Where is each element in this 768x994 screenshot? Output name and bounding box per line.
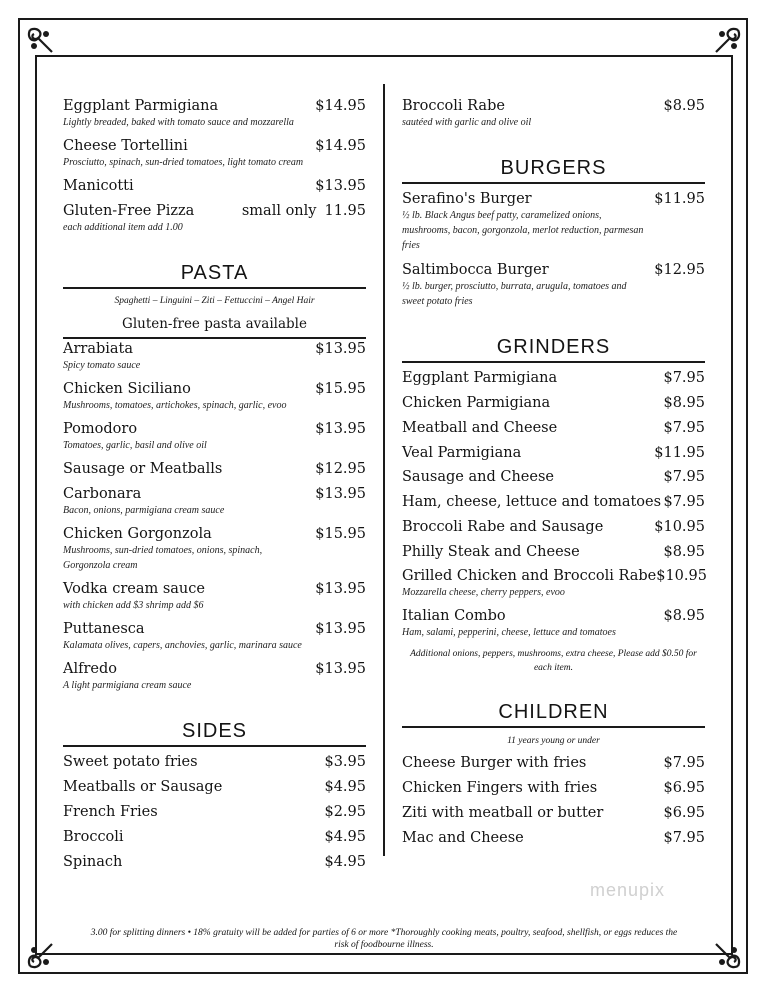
item-description: ½ lb. burger, prosciutto, burrata, arugula, tomatoes and [402, 281, 627, 292]
item-name: Sweet potato fries [63, 754, 198, 770]
item-name: Broccoli [63, 829, 124, 845]
item-name: Ham, cheese, lettuce and tomatoes [402, 494, 662, 510]
item-description: sautéed with garlic and olive oil [402, 117, 532, 128]
item-name: Pomodoro [63, 421, 138, 437]
item-name: Meatballs or Sausage [63, 779, 223, 795]
item-price: $2.95 [324, 804, 366, 820]
item-name: Ziti with meatball or butter [402, 805, 604, 821]
item-name: French Fries [63, 804, 158, 820]
section-heading-grinders: GRINDERS [496, 336, 611, 358]
menu-item [63, 753, 366, 771]
item-price: $8.95 [663, 98, 705, 114]
item-description: Bacon, onions, parmigiana cream sauce [63, 505, 225, 516]
item-price: $13.95 [315, 341, 366, 357]
item-name: Eggplant Parmigiana [402, 370, 558, 386]
item-name: Meatball and Cheese [402, 420, 558, 436]
item-price: $12.95 [654, 262, 705, 278]
menu-item [402, 369, 705, 387]
grinders-note [402, 647, 705, 675]
column-divider [383, 84, 385, 856]
item-price: $3.95 [324, 754, 366, 770]
item-price: $15.95 [315, 381, 366, 397]
menu-item [402, 394, 705, 412]
item-price: $8.95 [663, 395, 705, 411]
menu-item [63, 420, 366, 453]
menu-item [63, 485, 366, 518]
menu-item [63, 460, 366, 478]
item-description: Mozzarella cheese, cherry peppers, evoo [402, 587, 565, 598]
item-name: Broccoli Rabe [402, 98, 505, 114]
item-price: $10.95 [656, 568, 707, 584]
item-price: $13.95 [315, 621, 366, 637]
section-heading-children: CHILDREN [498, 701, 609, 723]
item-description: each additional item add 1.00 [63, 222, 183, 233]
item-name: Mac and Cheese [402, 830, 524, 846]
item-price: $6.95 [663, 805, 705, 821]
item-price: $14.95 [315, 98, 366, 114]
menu-item [402, 607, 705, 640]
item-price: $4.95 [324, 829, 366, 845]
item-description: Gorgonzola cream [63, 560, 138, 571]
corner-ornament-icon [24, 24, 58, 58]
item-name: Chicken Gorgonzola [63, 526, 212, 542]
menu-item [63, 853, 366, 871]
menu-item [402, 543, 705, 561]
item-name: Chicken Parmigiana [402, 395, 551, 411]
item-name: Manicotti [63, 178, 134, 194]
item-price: $7.95 [663, 755, 705, 771]
item-price: $14.95 [315, 138, 366, 154]
section-heading-sides: SIDES [181, 720, 248, 742]
item-description: Mushrooms, tomatoes, artichokes, spinach, garlic, evoo [63, 400, 287, 411]
item-description: A light parmigiana cream sauce [63, 680, 192, 691]
item-price: $7.95 [663, 494, 705, 510]
item-name: Puttanesca [63, 621, 145, 637]
menu-item [63, 803, 366, 821]
item-price: $7.95 [663, 370, 705, 386]
item-size-note: small only [241, 203, 317, 219]
menu-item [402, 444, 705, 462]
item-name: Italian Combo [402, 608, 506, 624]
item-price: $12.95 [315, 461, 366, 477]
section-heading-pasta: PASTA [180, 262, 249, 284]
item-description: mushrooms, bacon, gorgonzola, merlot reduction, parmesan [402, 225, 644, 236]
menu-item [402, 754, 705, 772]
menu-item [402, 190, 705, 253]
menu-item [63, 660, 366, 693]
menu-item [63, 202, 366, 235]
corner-ornament-icon [710, 24, 744, 58]
footer-line: risk of foodbourne illness. [334, 940, 434, 950]
item-description: Spicy tomato sauce [63, 360, 141, 371]
item-price: $11.95 [654, 191, 705, 207]
section-rule [63, 337, 366, 339]
menu-item [63, 97, 366, 130]
item-description: Mushrooms, sun-dried tomatoes, onions, spinach, [63, 545, 263, 556]
menu-item [402, 493, 705, 511]
item-name: Chicken Siciliano [63, 381, 191, 397]
item-description: Tomatoes, garlic, basil and olive oil [63, 440, 207, 451]
item-name: Gluten-Free Pizza [63, 203, 195, 219]
item-name: Chicken Fingers with fries [402, 780, 598, 796]
item-price: $6.95 [663, 780, 705, 796]
menu-item [63, 580, 366, 613]
item-name: Philly Steak and Cheese [402, 544, 580, 560]
section-rule [63, 287, 366, 289]
item-name: Grilled Chicken and Broccoli Rabe [402, 568, 657, 584]
children-age-note: 11 years young or under [507, 736, 600, 746]
menu-item [402, 419, 705, 437]
item-price: $13.95 [315, 581, 366, 597]
item-price: $10.95 [654, 519, 705, 535]
section-rule [63, 745, 366, 747]
item-description: Prosciutto, spinach, sun-dried tomatoes, light tomato cream [63, 157, 304, 168]
section-rule [402, 182, 705, 184]
item-name: Vodka cream sauce [63, 581, 205, 597]
item-price: $4.95 [324, 779, 366, 795]
menu-item [63, 380, 366, 413]
menu-item [63, 778, 366, 796]
item-name: Saltimbocca Burger [402, 262, 549, 278]
item-price: $8.95 [663, 608, 705, 624]
menu-item [63, 137, 366, 170]
menu-item [63, 525, 366, 573]
menu-item [402, 804, 705, 822]
item-price: $13.95 [315, 421, 366, 437]
section-rule [402, 726, 705, 728]
menu-item [402, 261, 705, 309]
item-name: Sausage and Cheese [402, 469, 554, 485]
item-name: Carbonara [63, 486, 142, 502]
gluten-free-note: Gluten-free pasta available [122, 316, 307, 332]
item-name: Sausage or Meatballs [63, 461, 223, 477]
section-rule [402, 361, 705, 363]
item-price: 11.95 [324, 203, 366, 219]
item-name: Serafino's Burger [402, 191, 532, 207]
menu-item [63, 828, 366, 846]
item-price: $13.95 [315, 486, 366, 502]
item-description: Ham, salami, pepperini, cheese, lettuce and tomatoes [402, 627, 616, 638]
watermark-logo: menupix [589, 880, 665, 900]
item-name: Eggplant Parmigiana [63, 98, 219, 114]
item-name: Cheese Burger with fries [402, 755, 587, 771]
item-name: Arrabiata [63, 341, 134, 357]
grinders-note-line: Additional onions, peppers, mushrooms, extra cheese, Please add $0.50 for [410, 649, 697, 659]
corner-ornament-icon [24, 938, 58, 972]
item-price: $11.95 [654, 445, 705, 461]
corner-ornament-icon [710, 938, 744, 972]
footer-line: 3.00 for splitting dinners • 18% gratuity will be added for parties of 6 or more *Thoroughly cooking meats, poultry, seafood, shellfish, or eggs reduces the [90, 928, 678, 938]
item-description: ½ lb. Black Angus beef patty, caramelized onions, [402, 210, 602, 221]
item-description: sweet potato fries [402, 296, 473, 307]
item-name: Alfredo [63, 661, 117, 677]
menu-item [402, 829, 705, 847]
item-price: $13.95 [315, 178, 366, 194]
grinders-note-line: each item. [533, 663, 574, 673]
item-name: Spinach [63, 854, 123, 870]
item-name: Veal Parmigiana [402, 445, 522, 461]
menu-item [402, 97, 705, 130]
item-description: fries [402, 240, 420, 251]
item-description: with chicken add $3 shrimp add $6 [63, 600, 204, 611]
menu-item [63, 620, 366, 653]
item-price: $4.95 [324, 854, 366, 870]
menu-item [63, 177, 366, 195]
item-price: $8.95 [663, 544, 705, 560]
menu-item [63, 340, 366, 373]
item-name: Broccoli Rabe and Sausage [402, 519, 604, 535]
menu-item [402, 518, 705, 536]
item-price: $15.95 [315, 526, 366, 542]
item-price: $7.95 [663, 830, 705, 846]
item-price: $13.95 [315, 661, 366, 677]
menu-item [402, 468, 705, 486]
item-description: Lightly breaded, baked with tomato sauce and mozzarella [63, 117, 294, 128]
item-price: $7.95 [663, 420, 705, 436]
menu-item [402, 779, 705, 797]
footer-note [70, 927, 698, 951]
item-price: $7.95 [663, 469, 705, 485]
menu-item [402, 567, 705, 600]
item-description: Kalamata olives, capers, anchovies, garlic, marinara sauce [63, 640, 302, 651]
section-heading-burgers: BURGERS [500, 157, 607, 179]
item-name: Cheese Tortellini [63, 138, 188, 154]
pasta-types: Spaghetti – Linguini – Ziti – Fettuccini – Angel Hair [114, 296, 315, 306]
